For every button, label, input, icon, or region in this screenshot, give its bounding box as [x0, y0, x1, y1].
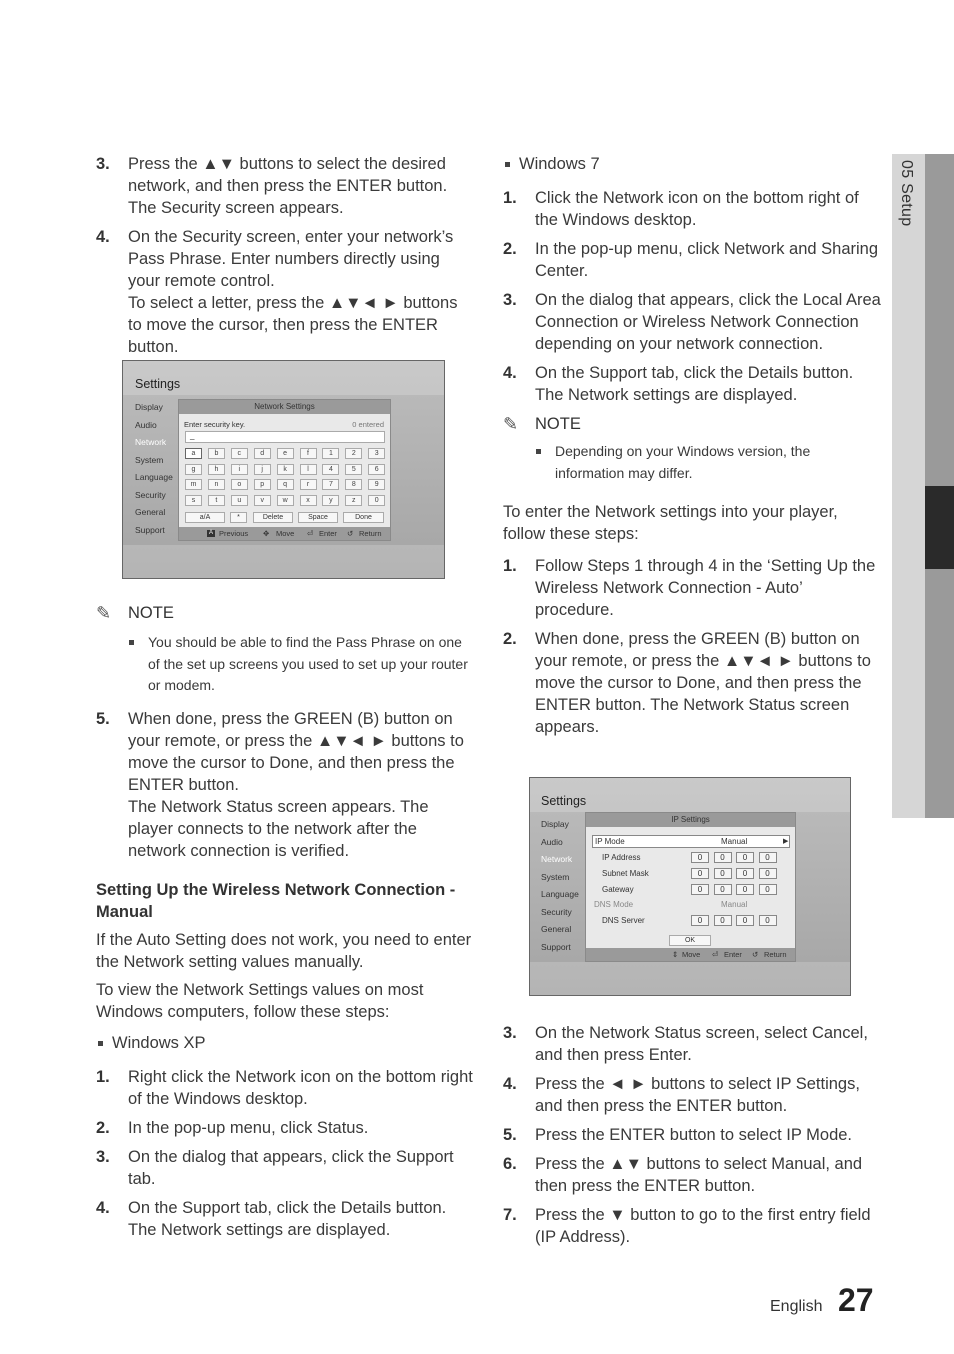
dns-mode-value: Manual — [721, 900, 748, 909]
page-number: 27 — [838, 1282, 874, 1318]
keypad-key[interactable]: l — [300, 464, 317, 475]
gateway-label: Gateway — [602, 885, 634, 894]
network-settings-dialog — [178, 399, 391, 541]
menu-audio[interactable]: Audio — [135, 419, 157, 430]
menu-system[interactable]: System — [135, 454, 164, 465]
manual-step-7: 7. Press the ▼ button to go to the first entry field (IP Address). — [503, 1206, 871, 1246]
keypad-key[interactable]: 0 — [368, 495, 385, 506]
keypad-key[interactable]: 6 — [368, 464, 385, 475]
enter-hint: Enter — [724, 950, 742, 959]
dns-mode-label: DNS Mode — [594, 900, 634, 909]
dialog-title: IP Settings — [586, 813, 795, 827]
gateway-octet[interactable]: 0 — [759, 884, 777, 895]
manual-step-3: 3. On the Network Status screen, select Cancel, and then press Enter. — [503, 1024, 868, 1064]
ok-button[interactable]: OK — [669, 935, 711, 946]
gateway-octet[interactable]: 0 — [736, 884, 754, 895]
keypad-key[interactable]: t — [208, 495, 225, 506]
case-toggle-key[interactable]: a/A — [185, 512, 225, 523]
manual-step-2: 2. When done, press the GREEN (B) button on your remote, or press the ▲▼◄ ► buttons to move the cursor to Done, and then press the ENTER button. The Network Status screen appears. — [503, 630, 871, 736]
menu-support[interactable]: Support — [135, 524, 165, 535]
ip-address-octet[interactable]: 0 — [714, 852, 732, 863]
w7-step-1: 1. Click the Network icon on the bottom right of the Windows desktop. — [503, 189, 859, 229]
dialog-footer — [179, 527, 390, 540]
space-key[interactable]: Space — [298, 512, 338, 523]
menu-language[interactable]: Language — [541, 889, 579, 899]
menu-security[interactable]: Security — [541, 906, 572, 917]
pencil-icon: ✎ — [503, 414, 519, 434]
paragraph-auto-setting: If the Auto Setting does not work, you need to enter the Network setting values manually. — [96, 930, 472, 971]
dns-server-octet[interactable]: 0 — [714, 915, 732, 926]
keypad-key[interactable]: d — [254, 448, 271, 459]
symbol-key[interactable]: * — [230, 512, 247, 523]
chevron-right-icon: ▶ — [783, 838, 789, 845]
move-icon: ✥ — [263, 529, 270, 538]
keypad-key[interactable]: v — [254, 495, 271, 506]
dns-server-label: DNS Server — [602, 916, 645, 925]
ip-mode-label: IP Mode — [595, 837, 625, 846]
menu-display[interactable]: Display — [541, 819, 569, 829]
entered-count: 0 entered — [352, 420, 384, 429]
keypad-key[interactable]: n — [208, 479, 225, 490]
move-icon: ⇕ — [672, 950, 679, 959]
left-column-lower — [96, 602, 474, 1248]
keypad-key[interactable]: h — [208, 464, 225, 475]
ip-address-octet[interactable]: 0 — [736, 852, 754, 863]
w7-step-2: 2. In the pop-up menu, click Network and Sharing Center. — [503, 240, 879, 280]
menu-network[interactable]: Network — [135, 437, 167, 447]
chapter-tab-marker — [925, 486, 954, 569]
pencil-icon: ✎ — [96, 603, 112, 623]
keypad-key[interactable]: r — [300, 479, 317, 490]
enter-icon: ⏎ — [307, 529, 314, 538]
manual-step-5: 5. Press the ENTER button to select IP Mode. — [503, 1126, 853, 1144]
previous-key-icon: A — [208, 530, 213, 536]
keypad-key[interactable]: 3 — [368, 448, 385, 459]
right-column-lower — [503, 1022, 881, 1255]
xp-step-1: 1. Right click the Network icon on the bottom right of the Windows desktop. — [96, 1067, 473, 1108]
return-hint: Return — [764, 950, 787, 959]
subnet-mask-octet[interactable]: 0 — [714, 868, 732, 879]
keypad-key[interactable]: 8 — [345, 479, 362, 490]
keypad-key[interactable]: a — [185, 448, 202, 459]
keypad-key[interactable]: m — [185, 479, 202, 490]
keypad-key[interactable]: b — [208, 448, 225, 459]
keypad-key[interactable]: 5 — [345, 464, 362, 475]
menu-network[interactable]: Network — [541, 854, 573, 864]
keypad-key[interactable]: 2 — [345, 448, 362, 459]
keypad-key[interactable]: e — [277, 448, 294, 459]
step-4: 4. On the Security screen, enter your network’s Pass Phrase. Enter numbers directly using your remote control. To select a letter, press the ▲▼◄ ► buttons to move the cursor, then press the ENTER button. — [96, 228, 458, 356]
menu-general[interactable]: General — [135, 507, 166, 517]
menu-security[interactable]: Security — [135, 489, 166, 500]
ip-settings-dialog — [585, 812, 796, 962]
gateway-octet[interactable]: 0 — [691, 884, 709, 895]
keypad-key[interactable]: g — [185, 464, 202, 475]
ip-settings-figure — [529, 777, 851, 996]
dialog-footer — [586, 948, 795, 961]
security-screen-figure — [122, 360, 445, 579]
settings-menu — [541, 816, 579, 956]
move-hint: Move — [682, 950, 701, 959]
input-cursor: _ — [190, 431, 195, 440]
manual-step-1: 1. Follow Steps 1 through 4 in the ‘Setting Up the Wireless Network Connection - Auto’ procedure. — [503, 557, 876, 619]
keypad-key[interactable]: 1 — [322, 448, 339, 459]
note-1-title: ✎ NOTE — [96, 603, 174, 623]
keypad-key[interactable]: j — [254, 464, 271, 475]
keypad-key[interactable]: 7 — [322, 479, 339, 490]
keypad-key[interactable]: s — [185, 495, 202, 506]
dns-server-octet[interactable]: 0 — [759, 915, 777, 926]
xp-step-4: 4. On the Support tab, click the Details button. The Network settings are displayed. — [96, 1198, 447, 1239]
subnet-mask-octet[interactable]: 0 — [759, 868, 777, 879]
previous-hint: Previous — [219, 529, 249, 538]
settings-title: Settings — [541, 794, 587, 808]
ip-address-octet[interactable]: 0 — [759, 852, 777, 863]
menu-display[interactable]: Display — [135, 402, 163, 412]
w7-step-3: 3. On the dialog that appears, click the Local Area Connection or Wireless Network Connection depending on your network connection. — [503, 291, 881, 353]
keypad-key[interactable]: o — [231, 479, 248, 490]
move-hint: Move — [276, 529, 295, 538]
enter-hint: Enter — [319, 529, 337, 538]
ip-mode-row[interactable] — [592, 835, 790, 848]
keypad-key[interactable]: q — [277, 479, 294, 490]
w7-step-4: 4. On the Support tab, click the Details button. The Network settings are displayed. — [503, 364, 854, 404]
menu-support[interactable]: Support — [541, 941, 571, 952]
left-column — [96, 153, 474, 365]
keypad-key[interactable]: 4 — [322, 464, 339, 475]
step-5: 5. When done, press the GREEN (B) button on your remote, or press the ▲▼◄ ► buttons to move the cursor to Done, and then press the ENTER button. The Network Status screen appears. The player connects to the network after the network connection is verified. — [96, 709, 464, 860]
return-hint: Return — [359, 529, 382, 538]
xp-step-3: 3. On the dialog that appears, click the Support tab. — [96, 1147, 454, 1188]
dns-server-octet[interactable]: 0 — [736, 915, 754, 926]
subnet-mask-octet[interactable]: 0 — [691, 868, 709, 879]
paragraph-view-settings: To view the Network Settings values on most Windows computers, follow these steps: — [96, 980, 424, 1021]
settings-title: Settings — [135, 377, 181, 391]
keypad-key[interactable]: w — [277, 495, 294, 506]
subnet-mask-label: Subnet Mask — [602, 869, 649, 878]
menu-system[interactable]: System — [541, 871, 570, 882]
keypad-key[interactable]: 9 — [368, 479, 385, 490]
bullet-windows-xp: Windows XP — [96, 1032, 474, 1054]
note-1-text: You should be able to find the Pass Phrase on one of the set up screens you used to set up your router or modem. — [96, 632, 474, 697]
note-2-title: ✎ NOTE — [503, 414, 581, 434]
dns-server-octet[interactable]: 0 — [691, 915, 709, 926]
dialog-title: Network Settings — [179, 400, 390, 414]
delete-key[interactable]: Delete — [253, 512, 293, 523]
return-icon: ↺ — [347, 529, 354, 538]
keypad-key[interactable]: p — [254, 479, 271, 490]
manual-step-4: 4. Press the ◄ ► buttons to select IP Settings, and then press the ENTER button. — [503, 1075, 860, 1115]
ip-mode-value: Manual — [721, 837, 748, 846]
footer-language: English — [770, 1298, 823, 1315]
ip-address-octet[interactable]: 0 — [691, 852, 709, 863]
menu-audio[interactable]: Audio — [541, 836, 563, 847]
security-key-prompt: Enter security key. — [184, 420, 246, 429]
gateway-octet[interactable]: 0 — [714, 884, 732, 895]
subnet-mask-octet[interactable]: 0 — [736, 868, 754, 879]
section-title: Setting Up the Wireless Network Connection - Manual — [96, 880, 456, 921]
keypad-key[interactable]: k — [277, 464, 294, 475]
bullet-windows-7: Windows 7 — [503, 153, 881, 175]
done-key[interactable]: Done — [343, 512, 384, 523]
step-3: 3. Press the ▲▼ buttons to select the desired network, and then press the ENTER button. The Security screen appears. — [96, 155, 448, 217]
note-2-text: Depending on your Windows version, the information may differ. — [503, 441, 881, 484]
keypad-key[interactable]: x — [300, 495, 317, 506]
security-key-input[interactable] — [185, 431, 385, 443]
right-column — [503, 153, 881, 745]
enter-icon: ⏎ — [712, 950, 719, 959]
paragraph-enter-settings: To enter the Network settings into your player, follow these steps: — [503, 503, 838, 543]
keypad-key[interactable]: z — [345, 495, 362, 506]
return-icon: ↺ — [752, 950, 759, 959]
xp-step-2: 2. In the pop-up menu, click Status. — [96, 1118, 369, 1137]
keypad-key[interactable]: y — [322, 495, 339, 506]
keypad-key[interactable]: i — [231, 464, 248, 475]
ip-address-label: IP Address — [602, 853, 641, 862]
settings-menu — [135, 399, 173, 539]
menu-general[interactable]: General — [541, 924, 572, 934]
chapter-tab-label: 05 Setup — [898, 160, 915, 227]
keypad-key[interactable]: c — [231, 448, 248, 459]
menu-language[interactable]: Language — [135, 472, 173, 482]
keypad-key[interactable]: f — [300, 448, 317, 459]
manual-step-6: 6. Press the ▲▼ buttons to select Manual, and then press the ENTER button. — [503, 1155, 863, 1195]
keypad-key[interactable]: u — [231, 495, 248, 506]
